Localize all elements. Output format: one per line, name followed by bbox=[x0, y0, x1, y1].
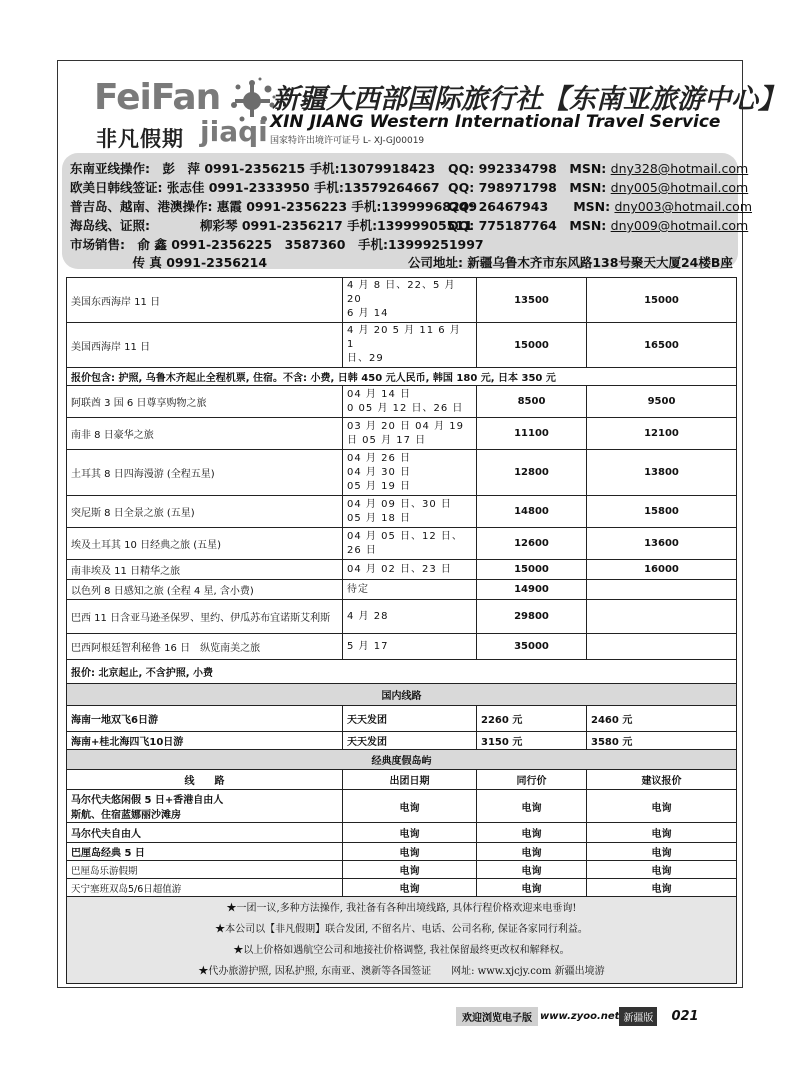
route-dates bbox=[343, 418, 477, 450]
table-row bbox=[67, 843, 737, 861]
price-peer: 8500 bbox=[477, 386, 587, 418]
price-retail: 电询 bbox=[587, 879, 737, 897]
table-row bbox=[67, 684, 737, 706]
date-line: 04 月 05 日、12 日、 bbox=[347, 530, 463, 542]
date-line: 4 月 28 bbox=[347, 610, 389, 622]
route-name: 南非埃及 11 日精华之旅 bbox=[67, 560, 343, 580]
page-frame bbox=[57, 60, 785, 988]
route-dates bbox=[343, 278, 477, 323]
departure: 电询 bbox=[343, 823, 477, 843]
price-peer: 15000 bbox=[477, 560, 587, 580]
column-header: 同行价 bbox=[477, 770, 587, 790]
route-name: 美国西海岸 11 日 bbox=[67, 323, 343, 368]
price-peer: 电询 bbox=[477, 879, 587, 897]
date-line: 日 05 月 17 日 bbox=[347, 434, 427, 446]
route-dates bbox=[343, 323, 477, 368]
footer-note: ★代办旅游护照, 因私护照, 东南亚、澳新等各国签证 网址: www.xjcjy.com 新疆出境游 bbox=[198, 966, 605, 977]
page-footer bbox=[456, 1006, 699, 1024]
route-name bbox=[67, 790, 343, 823]
route-name: 海南一地双飞6日游 bbox=[67, 706, 343, 732]
route-line: 马尔代夫悠闲假 5 日+香港自由人 bbox=[71, 795, 224, 806]
table-row bbox=[67, 278, 737, 323]
route-name: 巴西 11 日含亚马逊圣保罗、里约、伊瓜苏布宜诺斯艾利斯 bbox=[67, 600, 343, 634]
contact-row bbox=[70, 216, 749, 234]
table-row bbox=[67, 418, 737, 450]
date-line: 03 月 20 日 04 月 19 bbox=[347, 420, 464, 432]
date-line: 26 日 bbox=[347, 544, 377, 556]
date-line: 4 月 20 5 月 11 6 月 1 bbox=[347, 325, 461, 350]
contact-email[interactable]: dny005@hotmail.com bbox=[610, 180, 749, 195]
price-retail: 2460 元 bbox=[587, 706, 737, 732]
route-dates bbox=[343, 386, 477, 418]
price-peer: 14900 bbox=[477, 580, 587, 600]
contact-row bbox=[70, 178, 749, 196]
contact-email[interactable]: dny009@hotmail.com bbox=[610, 218, 749, 233]
price-retail: 16000 bbox=[587, 560, 737, 580]
price-note: 报价: 北京起止, 不含护照, 小费 bbox=[67, 660, 737, 684]
footer-label: 欢迎浏览电子版 bbox=[456, 1007, 538, 1026]
qq-number: QQ: 798971798 bbox=[448, 180, 557, 195]
route-dates bbox=[343, 600, 477, 634]
price-retail: 3580 元 bbox=[587, 732, 737, 750]
departure: 天天发团 bbox=[343, 706, 477, 732]
date-line: 04 月 26 日 bbox=[347, 452, 411, 464]
table-row bbox=[67, 861, 737, 879]
table-row bbox=[67, 823, 737, 843]
route-name: 以色列 8 日感知之旅 (全程 4 星, 含小费) bbox=[67, 580, 343, 600]
price-retail: 16500 bbox=[587, 323, 737, 368]
route-name: 马尔代夫自由人 bbox=[67, 823, 343, 843]
route-name: 阿联酋 3 国 6 日尊享购物之旅 bbox=[67, 386, 343, 418]
price-table bbox=[66, 277, 737, 984]
table-row bbox=[67, 368, 737, 386]
footer-note: ★一团一议,多种方法操作, 我社备有各种出境线路, 具体行程价格欢迎来电垂询! bbox=[226, 903, 577, 914]
table-header-row bbox=[67, 770, 737, 790]
contact-qq bbox=[448, 178, 748, 196]
msn-label: MSN: bbox=[569, 180, 611, 195]
date-line: 5 月 17 bbox=[347, 640, 389, 652]
date-line: 05 月 18 日 bbox=[347, 512, 411, 524]
departure: 天天发团 bbox=[343, 732, 477, 750]
msn-label: MSN: bbox=[569, 218, 611, 233]
column-header: 线 路 bbox=[67, 770, 343, 790]
table-row bbox=[67, 580, 737, 600]
price-retail: 9500 bbox=[587, 386, 737, 418]
date-line: 04 月 14 日 bbox=[347, 388, 411, 400]
price-retail: 电询 bbox=[587, 790, 737, 823]
table-row bbox=[67, 750, 737, 770]
table-row bbox=[67, 386, 737, 418]
company-address: 公司地址: 新疆乌鲁木齐市东风路138号聚天大厦24楼B座 bbox=[408, 255, 733, 270]
table-row bbox=[67, 496, 737, 528]
price-note: 报价包含: 护照, 乌鲁木齐起止全程机票, 住宿。不含: 小费, 日韩 450 元人民币, 韩国 180 元, 日本 350 元 bbox=[67, 368, 737, 386]
route-dates bbox=[343, 528, 477, 560]
date-line: 04 月 09 日、30 日 bbox=[347, 498, 452, 510]
price-retail bbox=[587, 634, 737, 660]
table-row bbox=[67, 528, 737, 560]
logo-cn: 非凡假期 bbox=[96, 126, 184, 151]
price-peer: 2260 元 bbox=[477, 706, 587, 732]
date-line: 0 05 月 12 日、26 日 bbox=[347, 402, 464, 414]
footer-note: ★以上价格如遇航空公司和地接社价格调整, 我社保留最终更改权和解释权。 bbox=[233, 945, 570, 956]
price-peer: 14800 bbox=[477, 496, 587, 528]
price-peer: 电询 bbox=[477, 823, 587, 843]
contact-row bbox=[70, 159, 749, 177]
contact-row bbox=[70, 235, 484, 253]
contact-qq bbox=[448, 197, 752, 215]
date-line: 6 月 14 bbox=[347, 308, 389, 319]
table-row bbox=[67, 634, 737, 660]
route-name: 天宁塞班双岛5/6日超值游 bbox=[67, 879, 343, 897]
price-retail bbox=[587, 580, 737, 600]
agency-name-en: XIN JIANG Western International Travel Service bbox=[270, 112, 721, 132]
route-name: 巴厘岛乐游假期 bbox=[67, 861, 343, 879]
qq-number: QQ: 992334798 bbox=[448, 161, 557, 176]
table-row bbox=[67, 706, 737, 732]
route-line: 斯航、住宿蓝娜丽沙滩房 bbox=[71, 810, 181, 821]
route-name: 巴厘岛经典 5 日 bbox=[67, 843, 343, 861]
table-row bbox=[67, 790, 737, 823]
footer-notes bbox=[67, 897, 737, 984]
date-line: 日、29 bbox=[347, 353, 384, 364]
route-name: 美国东西海岸 11 日 bbox=[67, 278, 343, 323]
route-name: 埃及土耳其 10 日经典之旅 (五星) bbox=[67, 528, 343, 560]
price-retail: 电询 bbox=[587, 843, 737, 861]
price-peer: 3150 元 bbox=[477, 732, 587, 750]
route-dates bbox=[343, 634, 477, 660]
date-line: 05 月 19 日 bbox=[347, 480, 411, 492]
price-peer: 12600 bbox=[477, 528, 587, 560]
date-line: 04 月 30 日 bbox=[347, 466, 411, 478]
route-name: 海南+桂北海四飞10日游 bbox=[67, 732, 343, 750]
msn-label: MSN: bbox=[569, 161, 611, 176]
column-header: 建议报价 bbox=[587, 770, 737, 790]
price-peer: 电询 bbox=[477, 790, 587, 823]
footer-note: ★本公司以【非凡假期】联合发团, 不留名片、电话、公司名称, 保证各家同行利益。 bbox=[215, 924, 588, 935]
contact-text: 海岛线、证照: 柳彩琴 0991-2356217 手机:13999905511 bbox=[70, 218, 473, 233]
contact-text: 东南亚线操作: 彭 萍 0991-2356215 手机:13079918423 bbox=[70, 161, 436, 176]
price-retail: 13600 bbox=[587, 528, 737, 560]
section-title-domestic: 国内线路 bbox=[67, 684, 737, 706]
price-retail: 电询 bbox=[587, 823, 737, 843]
price-peer: 29800 bbox=[477, 600, 587, 634]
contact-text: 市场销售: 俞 鑫 0991-2356225 3587360 手机:13999251997 bbox=[70, 237, 484, 252]
contact-qq bbox=[448, 216, 748, 234]
date-line: 待定 bbox=[347, 583, 369, 595]
section-title-islands: 经典度假岛屿 bbox=[67, 750, 737, 770]
price-retail bbox=[587, 600, 737, 634]
page-number: 021 bbox=[671, 1009, 699, 1024]
table-row bbox=[67, 660, 737, 684]
route-name: 土耳其 8 日四海漫游 (全程五星) bbox=[67, 450, 343, 496]
price-peer: 35000 bbox=[477, 634, 587, 660]
contact-qq bbox=[448, 159, 748, 177]
departure: 电询 bbox=[343, 790, 477, 823]
price-peer: 11100 bbox=[477, 418, 587, 450]
price-peer: 13500 bbox=[477, 278, 587, 323]
price-retail: 12100 bbox=[587, 418, 737, 450]
table-row bbox=[67, 897, 737, 984]
license-number: 国家特许出境许可证号 L- XJ-GJ00019 bbox=[270, 136, 425, 146]
table-row bbox=[67, 560, 737, 580]
contact-row bbox=[70, 197, 753, 215]
route-dates bbox=[343, 450, 477, 496]
route-name: 巴西阿根廷智利秘鲁 16 日 纵览南美之旅 bbox=[67, 634, 343, 660]
footer-site[interactable]: www.zyoo.net bbox=[540, 1011, 620, 1022]
departure: 电询 bbox=[343, 861, 477, 879]
footer-edition: 新疆版 bbox=[619, 1007, 657, 1026]
contact-text: 普吉岛、越南、港澳操作: 惠霞 0991-2356223 手机:13999968249 bbox=[70, 199, 478, 214]
msn-label: MSN: bbox=[573, 199, 615, 214]
table-row bbox=[67, 732, 737, 750]
agency-name-cn: 新疆大西部国际旅行社【东南亚旅游中心】 bbox=[272, 84, 785, 115]
price-retail: 15800 bbox=[587, 496, 737, 528]
logo-en: FeiFan bbox=[94, 77, 221, 118]
contact-email[interactable]: dny328@hotmail.com bbox=[610, 161, 749, 176]
header bbox=[58, 61, 785, 153]
price-peer: 15000 bbox=[477, 323, 587, 368]
contact-row bbox=[70, 253, 733, 271]
table-row bbox=[67, 323, 737, 368]
price-peer: 电询 bbox=[477, 843, 587, 861]
contact-email[interactable]: dny003@hotmail.com bbox=[614, 199, 753, 214]
contact-text: 欧美日韩线签证: 张志佳 0991-2333950 手机:13579264667 bbox=[70, 180, 440, 195]
price-retail: 电询 bbox=[587, 861, 737, 879]
route-name: 南非 8 日豪华之旅 bbox=[67, 418, 343, 450]
price-retail: 15000 bbox=[587, 278, 737, 323]
price-peer: 电询 bbox=[477, 861, 587, 879]
route-dates bbox=[343, 560, 477, 580]
route-name: 突尼斯 8 日全景之旅 (五星) bbox=[67, 496, 343, 528]
logo-en2: jiaqi bbox=[200, 115, 268, 148]
route-dates bbox=[343, 580, 477, 600]
departure: 电询 bbox=[343, 879, 477, 897]
price-retail: 13800 bbox=[587, 450, 737, 496]
logo bbox=[88, 73, 296, 149]
column-header: 出团日期 bbox=[343, 770, 477, 790]
date-line: 4 月 8 日、22、5 月 20 bbox=[347, 280, 456, 305]
contact-panel bbox=[62, 153, 753, 270]
qq-number: QQ: 775187764 bbox=[448, 218, 557, 233]
contact-text: 传 真 0991-2356214 bbox=[70, 255, 268, 270]
price-peer: 12800 bbox=[477, 450, 587, 496]
date-line: 04 月 02 日、23 日 bbox=[347, 563, 452, 575]
table-row bbox=[67, 450, 737, 496]
table-row bbox=[67, 600, 737, 634]
table-row bbox=[67, 879, 737, 897]
departure: 电询 bbox=[343, 843, 477, 861]
qq-number: QQ: 26467943 bbox=[448, 199, 549, 214]
route-dates bbox=[343, 496, 477, 528]
